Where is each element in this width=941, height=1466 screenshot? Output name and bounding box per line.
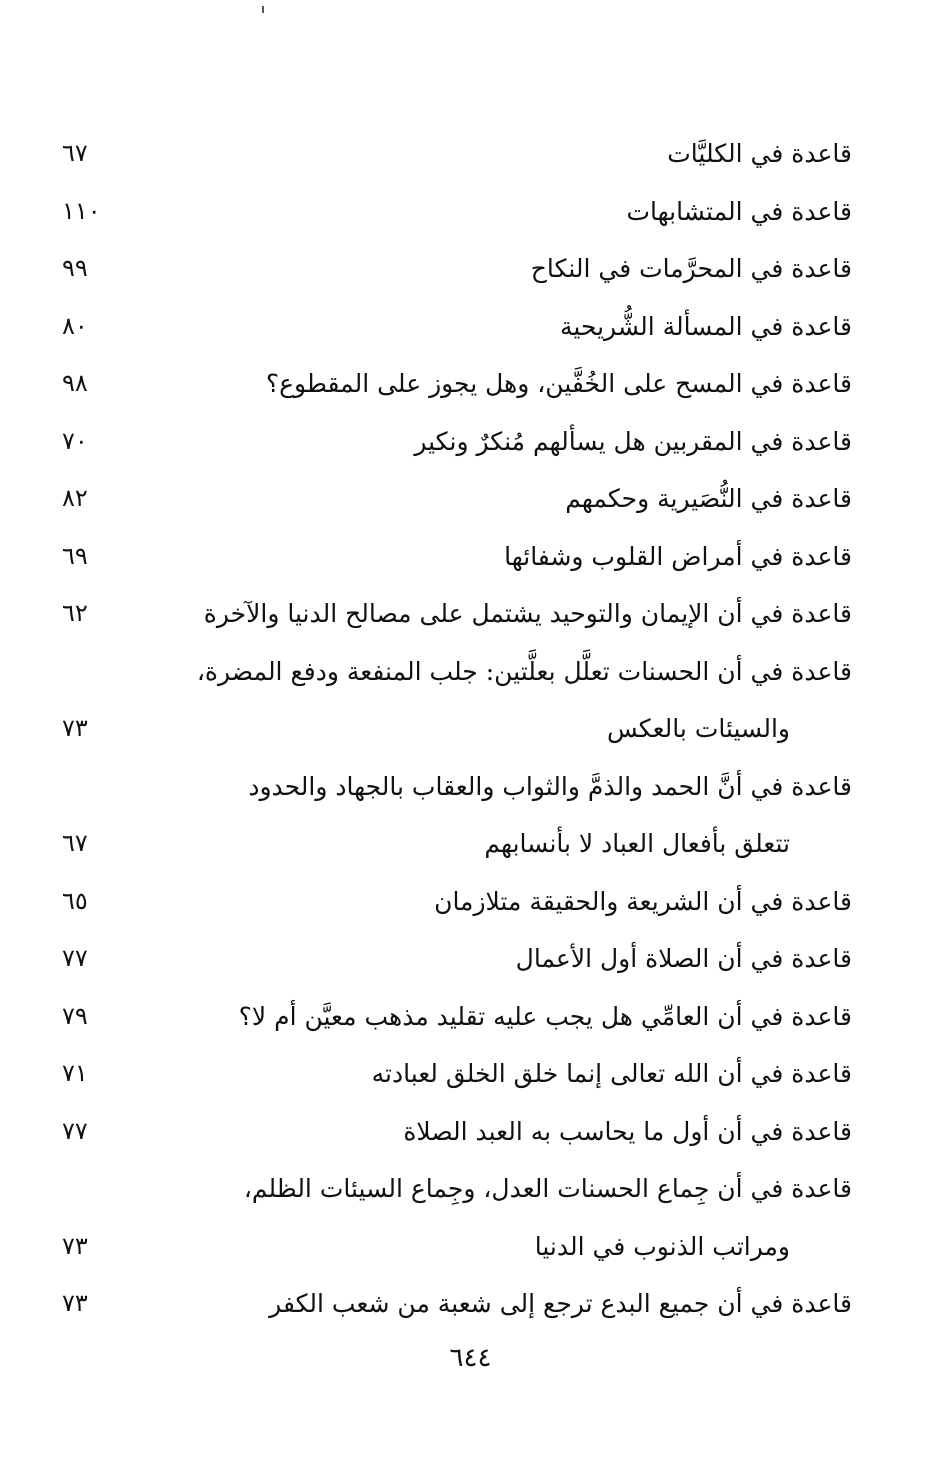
entry-title: قاعدة في أن الصلاة أول الأعمال: [515, 944, 852, 973]
entry-title: قاعدة في أن جِماع الحسنات العدل، وجِماع السيئات الظلم،: [243, 1174, 852, 1203]
index-entry: [50, 298, 852, 356]
index-entry: [50, 758, 852, 873]
index-entry: [50, 355, 852, 413]
entry-page-number: ٧٩: [62, 1001, 88, 1030]
entry-page-number: ٧٣: [62, 1289, 88, 1317]
entry-title: قاعدة في المحرَّمات في النكاح: [530, 254, 852, 283]
entry-page-number: ٧٣: [62, 1231, 88, 1260]
index-entry: [50, 1045, 852, 1103]
entry-page-number: ٨٢: [62, 484, 88, 512]
entry-page-number: ٦٥: [62, 886, 88, 915]
index-entry: [50, 528, 852, 586]
entry-title: قاعدة في أمراض القلوب وشفائها: [504, 541, 852, 571]
entry-page-number: ٩٩: [62, 254, 88, 282]
entry-page-number: ٧٣: [62, 714, 88, 742]
entry-title-continuation: والسيئات بالعكس: [606, 714, 790, 743]
index-entry: [50, 125, 852, 183]
entry-page-number: ١١٠: [62, 196, 101, 225]
index-entry: [50, 1275, 852, 1333]
index-entry: [50, 585, 852, 643]
scan-mark: [262, 6, 264, 13]
index-entry: [50, 183, 852, 241]
entry-page-number: ٦٧: [62, 829, 88, 857]
entry-title: قاعدة في الكليَّات: [667, 139, 852, 168]
index-entry: [50, 873, 852, 931]
entry-page-number: ٧٠: [62, 426, 88, 455]
entry-page-number: ٧٧: [62, 1116, 88, 1145]
entry-title: قاعدة في المسح على الخُفَّين، وهل يجوز على المقطوع؟: [265, 369, 852, 398]
entry-title: قاعدة في أنَّ الحمد والذمَّ والثواب والعقاب بالجهاد والحدود: [248, 771, 852, 801]
index-entry: [50, 930, 852, 988]
entry-title-continuation: تتعلق بأفعال العباد لا بأنسابهم: [484, 829, 790, 858]
entry-page-number: ٨٠: [62, 311, 88, 340]
entry-title: قاعدة في أن الحسنات تعلَّل بعلَّتين: جلب المنفعة ودفع المضرة،: [196, 656, 852, 686]
entry-page-number: ٧١: [62, 1059, 88, 1087]
entry-title: قاعدة في أن أول ما يحاسب به العبد الصلاة: [403, 1116, 852, 1146]
entry-title: قاعدة في المتشابهات: [626, 196, 852, 226]
entry-title: قاعدة في أن الإيمان والتوحيد يشتمل على مصالح الدنيا والآخرة: [203, 599, 852, 628]
entry-title-continuation: ومراتب الذنوب في الدنيا: [534, 1231, 790, 1261]
entry-title: قاعدة في المقربين هل يسألهم مُنكرٌ ونكير: [414, 426, 852, 456]
index-entry: [50, 413, 852, 471]
entry-page-number: ٦٩: [62, 541, 88, 570]
index-entry: [50, 988, 852, 1046]
index-list: [50, 125, 852, 1333]
entry-page-number: ٦٧: [62, 139, 88, 167]
entry-page-number: ٩٨: [62, 369, 88, 397]
index-entry: [50, 240, 852, 298]
index-entry: [50, 1103, 852, 1161]
page-number: ٦٤٤: [449, 1343, 492, 1373]
index-entry: [50, 470, 852, 528]
entry-page-number: ٦٢: [62, 599, 88, 627]
entry-title: قاعدة في النُّصَيرية وحكمهم: [565, 484, 852, 513]
entry-title: قاعدة في أن الله تعالى إنما خلق الخلق لعبادته: [371, 1059, 852, 1088]
index-entry: [50, 1160, 852, 1275]
entry-page-number: ٧٧: [62, 944, 88, 972]
entry-title: قاعدة في المسألة الشُّريحية: [560, 311, 852, 341]
entry-title: قاعدة في أن جميع البدع ترجع إلى شعبة من شعب الكفر: [269, 1289, 852, 1318]
entry-title: قاعدة في أن العامِّي هل يجب عليه تقليد مذهب معيَّن أم لا؟: [238, 1001, 852, 1031]
entry-title: قاعدة في أن الشريعة والحقيقة متلازمان: [434, 886, 852, 916]
index-entry: [50, 643, 852, 758]
